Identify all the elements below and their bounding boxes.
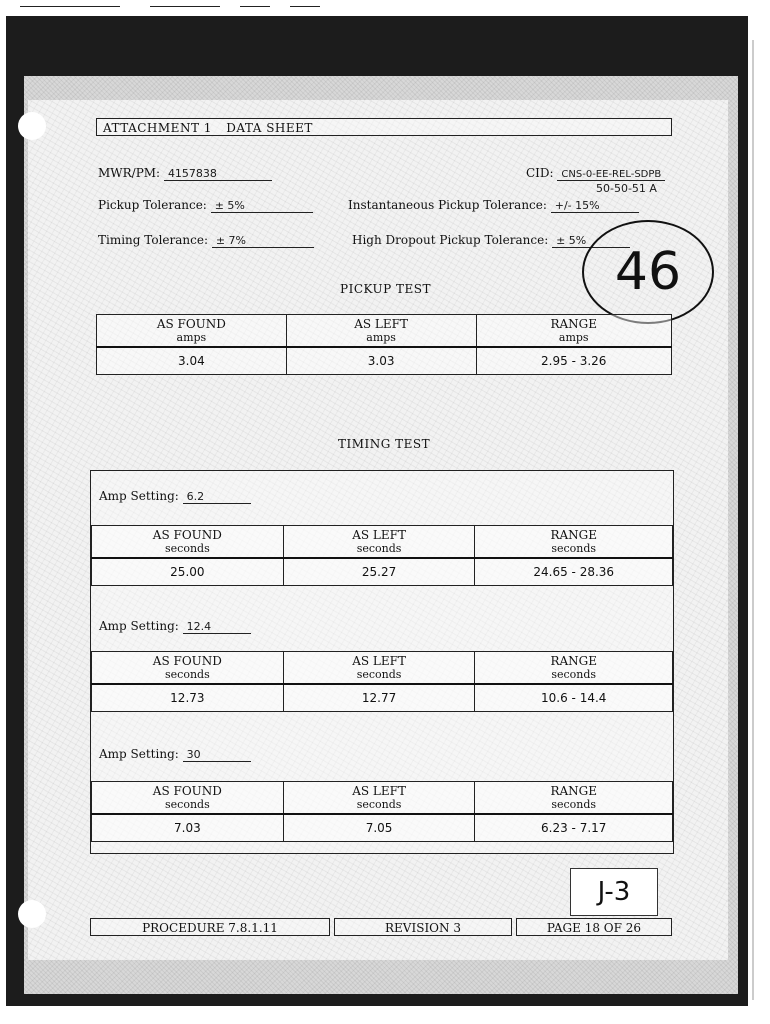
timing-as-left-value: 7.05 <box>283 814 475 842</box>
amp-setting-value: 12.4 <box>183 620 251 634</box>
procedure-footer: PROCEDURE 7.8.1.11 <box>90 918 330 936</box>
attachment-header <box>96 118 672 136</box>
scan-mark <box>290 6 320 7</box>
punch-hole-top <box>18 112 46 140</box>
amp-setting-row <box>99 747 251 762</box>
timing-col-range: RANGE seconds <box>475 652 673 685</box>
timing-tolerance-field <box>98 233 314 248</box>
pickup-test-title: PICKUP TEST <box>340 282 432 296</box>
pickup-col-as-found: AS FOUND amps <box>97 315 287 348</box>
timing-range-value: 10.6 - 14.4 <box>475 684 673 712</box>
pickup-as-found-value: 3.04 <box>97 347 287 375</box>
scan-mark <box>20 6 120 7</box>
amp-setting-row <box>99 489 251 504</box>
timing-as-found-value: 25.00 <box>92 558 284 586</box>
high-dropout-tolerance-label: High Dropout Pickup Tolerance: <box>352 233 549 247</box>
cid-value: CNS-0-EE-REL-SDPB <box>557 169 665 181</box>
pickup-col-range: RANGE amps <box>476 315 672 348</box>
pickup-col-as-left: AS LEFT amps <box>286 315 476 348</box>
amp-setting-value: 30 <box>183 748 251 762</box>
timing-col-as-found: AS FOUND seconds <box>92 782 284 815</box>
timing-col-as-left: AS LEFT seconds <box>283 782 475 815</box>
pickup-range-value: 2.95 - 3.26 <box>476 347 672 375</box>
cid-label: CID: <box>526 166 554 180</box>
mwr-field <box>98 166 272 181</box>
timing-table-1 <box>91 525 673 586</box>
timing-table-2 <box>91 651 673 712</box>
amp-setting-label: Amp Setting: <box>99 747 179 761</box>
pickup-tolerance-field <box>98 198 313 213</box>
scan-mark <box>150 6 220 7</box>
instantaneous-tolerance-field <box>348 198 639 213</box>
timing-col-as-found: AS FOUND seconds <box>92 652 284 685</box>
amp-setting-value: 6.2 <box>183 490 251 504</box>
timing-as-found-value: 12.73 <box>92 684 284 712</box>
amp-setting-row <box>99 619 251 634</box>
punch-hole-bottom <box>18 900 46 928</box>
timing-test-title: TIMING TEST <box>338 437 431 451</box>
amp-setting-label: Amp Setting: <box>99 619 179 633</box>
mwr-label: MWR/PM: <box>98 166 161 180</box>
pickup-tolerance-label: Pickup Tolerance: <box>98 198 207 212</box>
timing-table-3 <box>91 781 673 842</box>
timing-col-as-found: AS FOUND seconds <box>92 526 284 559</box>
timing-tolerance-label: Timing Tolerance: <box>98 233 209 247</box>
revision-footer: REVISION 3 <box>334 918 512 936</box>
timing-range-value: 6.23 - 7.17 <box>475 814 673 842</box>
amp-setting-label: Amp Setting: <box>99 489 179 503</box>
mwr-value: 4157838 <box>164 167 272 181</box>
instantaneous-tolerance-value: +/- 15% <box>551 199 639 213</box>
timing-col-as-left: AS LEFT seconds <box>283 526 475 559</box>
timing-as-left-value: 25.27 <box>283 558 475 586</box>
timing-tolerance-value: ± 7% <box>212 234 314 248</box>
high-dropout-tolerance-field <box>352 233 630 248</box>
timing-as-found-value: 7.03 <box>92 814 284 842</box>
scan-edge <box>752 40 754 1000</box>
timing-range-value: 24.65 - 28.36 <box>475 558 673 586</box>
cid-value-line2: 50-50-51 A <box>596 182 657 195</box>
timing-as-left-value: 12.77 <box>283 684 475 712</box>
page-footer: PAGE 18 OF 26 <box>516 918 672 936</box>
timing-test-box <box>90 470 674 854</box>
attachment-label: ATTACHMENT 1 <box>103 121 212 135</box>
timing-col-range: RANGE seconds <box>475 526 673 559</box>
scan-mark <box>240 6 270 7</box>
timing-col-range: RANGE seconds <box>475 782 673 815</box>
data-sheet-title: DATA SHEET <box>226 121 313 135</box>
pickup-as-left-value: 3.03 <box>286 347 476 375</box>
high-dropout-tolerance-value: ± 5% <box>552 234 630 248</box>
cid-field <box>526 166 665 181</box>
pickup-test-table <box>96 314 672 375</box>
circled-number-stamp: 46 <box>582 220 714 324</box>
timing-col-as-left: AS LEFT seconds <box>283 652 475 685</box>
pickup-tolerance-value: ± 5% <box>211 199 313 213</box>
handwritten-tag: J-3 <box>570 868 658 916</box>
instantaneous-tolerance-label: Instantaneous Pickup Tolerance: <box>348 198 547 212</box>
